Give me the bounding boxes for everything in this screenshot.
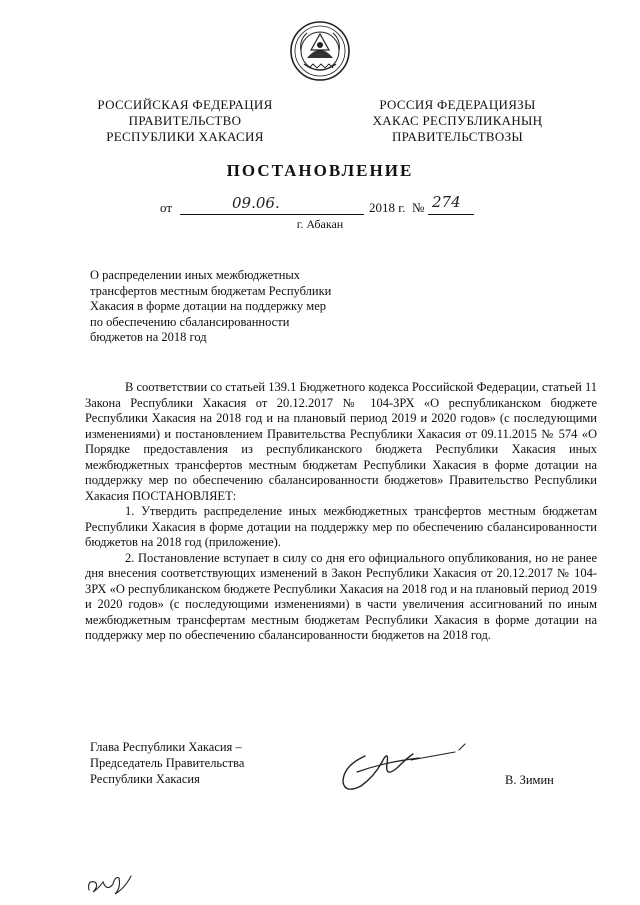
number-underline bbox=[428, 214, 474, 215]
header-left-line: ПРАВИТЕЛЬСТВО bbox=[128, 113, 242, 128]
header-right-line: ПРАВИТЕЛЬСТВОЗЫ bbox=[391, 129, 524, 144]
document-subject bbox=[90, 268, 374, 346]
number-sign: № bbox=[412, 200, 425, 215]
signatory-name: В. Зимин bbox=[505, 773, 554, 787]
signature-title-line: Глава Республики Хакасия – bbox=[90, 740, 242, 754]
body-paragraph: 1. Утвердить распределение иных межбюджетных трансфертов местным бюджетам Республики Хакасия в форме дотации на поддержку мер по обеспечению сбалансированности бюджетов на 2018 год (приложение). bbox=[85, 504, 597, 549]
signature-title-line: Председатель Правительства bbox=[90, 756, 245, 770]
header-right-line: РОССИЯ ФЕДЕРАЦИЯЗЫ bbox=[379, 97, 536, 112]
header-right-line: ХАКАС РЕСПУБЛИКАНЫҢ bbox=[372, 113, 543, 128]
subject-line: по обеспечению сбалансированности bbox=[90, 314, 290, 329]
date-year: 2018 г. bbox=[369, 200, 406, 215]
subject-line: трансфертов местным бюджетам Республики bbox=[90, 283, 332, 298]
handwritten-initials bbox=[85, 870, 135, 900]
signature-title-line: Республики Хакасия bbox=[90, 772, 200, 786]
handwritten-signature bbox=[335, 738, 475, 796]
date-prefix: от bbox=[160, 200, 173, 215]
signature-block bbox=[90, 739, 290, 787]
body-paragraph: В соответствии со статьей 139.1 Бюджетного кодекса Российской Федерации, статьей 11 Закона Республики Хакасия от 20.12.2017 № 104-ЗРХ «О республиканском бюджете Республики Хакасия на 2018 год и на плановый период 2019 и 2020 годов» (с последующими изменениями) и постановлением Правительства Республики Хакасия от 09.11.2015 № 574 «О Порядке предоставления из республиканского бюджета Республики Хакасия иных межбюджетных трансфертов местным бюджетам Республики Хакасия в форме дотации на поддержку мер по обеспечению сбалансированности бюджетов» Правительство Республики Хакасия ПОСТАНОВЛЯЕТ: bbox=[85, 380, 597, 503]
header-left-line: РОССИЙСКАЯ ФЕДЕРАЦИЯ bbox=[97, 97, 273, 112]
header-left-line: РЕСПУБЛИКИ ХАКАСИЯ bbox=[106, 129, 264, 144]
coat-of-arms-emblem bbox=[289, 20, 351, 82]
subject-line: О распределении иных межбюджетных bbox=[90, 268, 301, 282]
handwritten-date: 09.06. bbox=[232, 194, 280, 212]
header-right bbox=[350, 97, 565, 145]
handwritten-number: 274 bbox=[432, 193, 461, 211]
document-title: ПОСТАНОВЛЕНИЕ bbox=[226, 161, 414, 180]
subject-line: Хакасия в форме дотации на поддержку мер bbox=[90, 299, 327, 313]
header-left bbox=[80, 97, 290, 145]
subject-line: бюджетов на 2018 год bbox=[90, 330, 207, 344]
city: г. Абакан bbox=[296, 217, 344, 231]
document-body bbox=[85, 380, 597, 644]
date-underline bbox=[180, 214, 364, 215]
body-paragraph: 2. Постановление вступает в силу со дня его официального опубликования, но не ранее дня внесения соответствующих изменений в Закон Республики Хакасия от 20.12.2017 № 104-ЗРХ «О республиканском бюджете Республики Хакасия на 2018 год и на плановый период 2019 и 2020 годов» (с последующими изменениями) в части увеличения ассигнований по иным межбюджетным трансфертам местным бюджетам Республики Хакасия в форме дотации на поддержку мер по обеспечению сбалансированности бюджетов на 2018 год. bbox=[85, 550, 597, 642]
